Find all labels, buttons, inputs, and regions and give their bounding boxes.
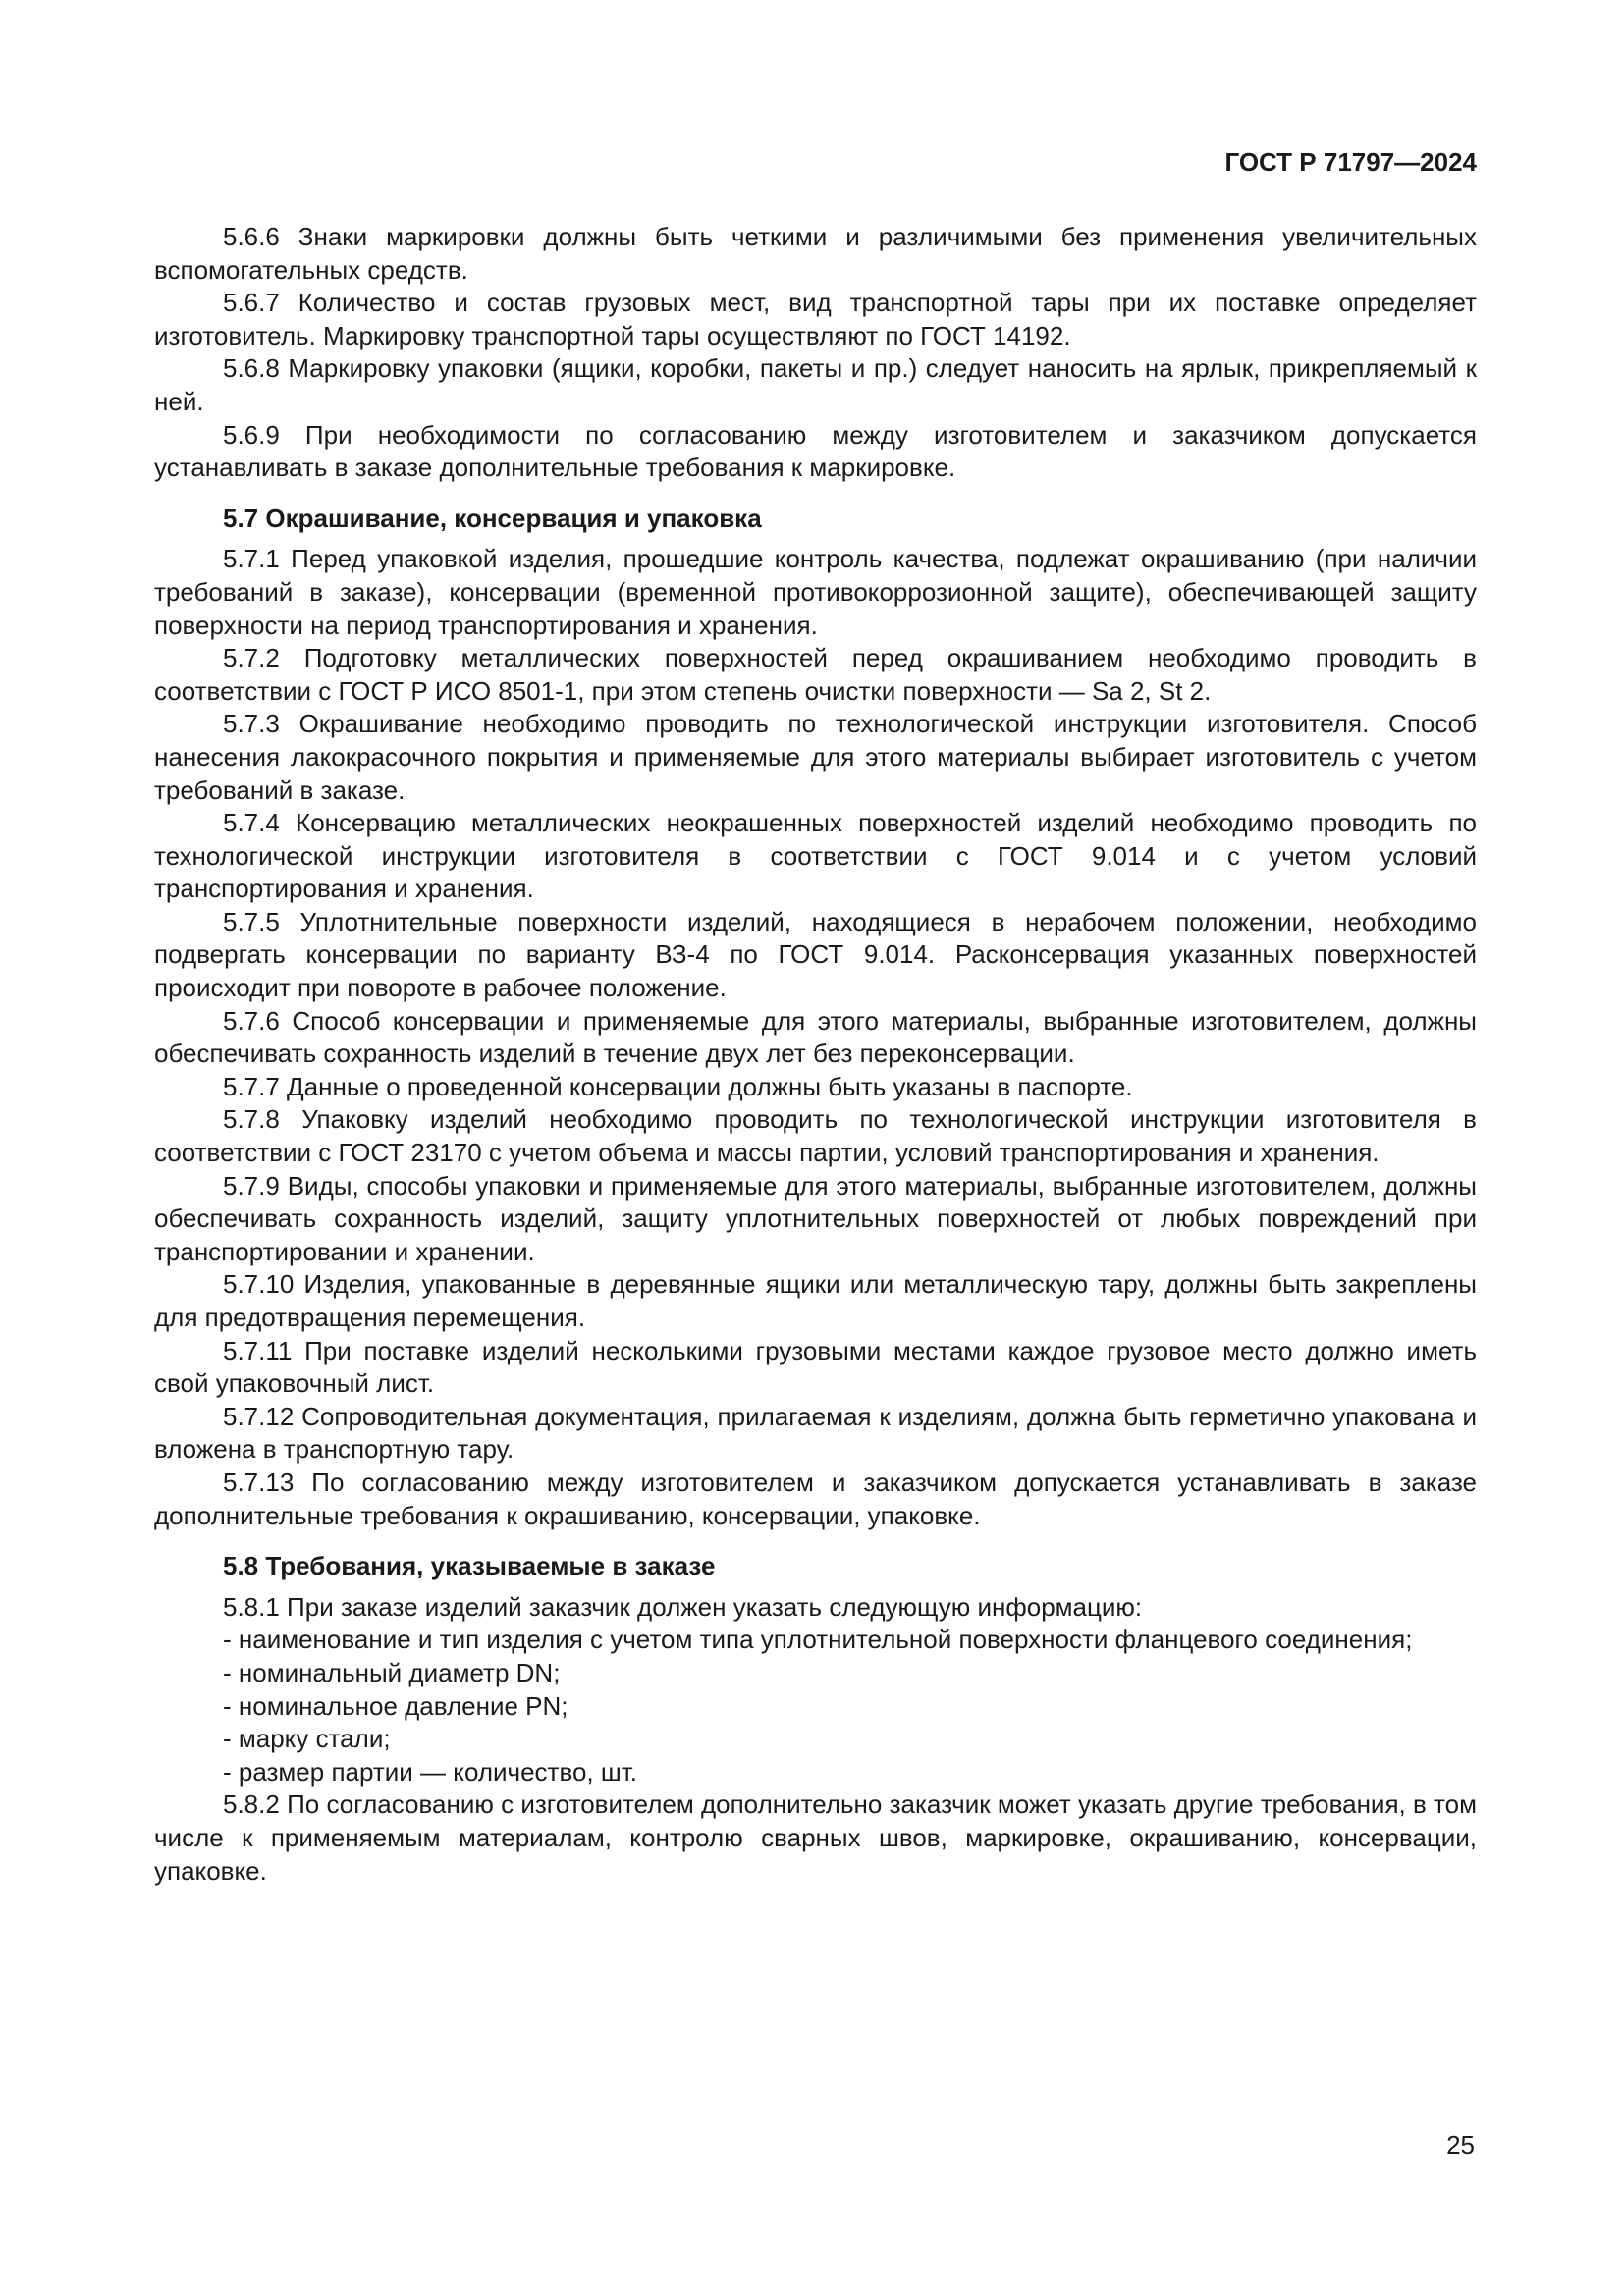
paragraph-5-6-8: 5.6.8 Маркировку упаковки (ящики, коробки, пакеты и пр.) следует наносить на ярлык, прикрепляемый к ней. [154,353,1477,416]
paragraph-5-7-12: 5.7.12 Сопроводительная документация, прилагаемая к изделиям, должна быть герметично упакована и вложена в транспортную тару. [154,1401,1477,1465]
paragraph-5-7-13: 5.7.13 По согласованию между изготовителем и заказчиком допускается устанавливать в заказе дополнительные требования к окрашиванию, консервации, упаковке. [154,1467,1477,1530]
paragraph-5-6-6: 5.6.6 Знаки маркировки должны быть четкими и различимыми без применения увеличительных вспомогательных средств. [154,222,1477,285]
list-item: - размер партии — количество, шт. [223,1756,637,1787]
paragraph-5-7-5: 5.7.5 Уплотнительные поверхности изделий, находящиеся в нерабочем положении, необходимо подвергать консервации по варианту ВЗ-4 по ГОСТ 9.014. Расконсервация указанных поверхностей происходит при повороте в рабочее положение. [154,906,1477,1003]
paragraph-5-8-2: 5.8.2 По согласованию с изготовителем дополнительно заказчик может указать другие требования, в том числе к применяемым материалам, контролю сварных швов, маркировке, окрашиванию, консервации, упаковке. [154,1789,1477,1886]
list-item: - наименование и тип изделия с учетом типа уплотнительной поверхности фланцевого соединения; [223,1625,1413,1655]
paragraph-5-8-1: 5.8.1 При заказе изделий заказчик должен указать следующую информацию: [223,1591,1143,1622]
paragraph-5-7-11: 5.7.11 При поставке изделий несколькими грузовыми местами каждое грузовое место должно иметь свой упаковочный лист. [154,1335,1477,1399]
paragraph-5-7-3: 5.7.3 Окрашивание необходимо проводить по технологической инструкции изготовителя. Способ нанесения лакокрасочного покрытия и применяемые для этого материалы выбирает изготовитель с учетом требований в заказе. [154,709,1477,805]
list-item: - марку стали; [223,1724,391,1754]
paragraph-5-7-10: 5.7.10 Изделия, упакованные в деревянные ящики или металлическую тару, должны быть закреплены для предотвращения перемещения. [154,1269,1477,1332]
page-body [154,221,1477,1888]
paragraph-5-7-6: 5.7.6 Способ консервации и применяемые для этого материалы, выбранные изготовителем, должны обеспечивать сохранность изделий в течение двух лет без переконсервации. [154,1005,1477,1069]
section-heading-5-7: 5.7 Окрашивание, консервация и упаковка [223,503,762,533]
document-id: ГОСТ Р 71797—2024 [1224,147,1477,177]
paragraph-5-7-7: 5.7.7 Данные о проведенной консервации должны быть указаны в паспорте. [223,1071,1133,1101]
paragraph-5-7-1: 5.7.1 Перед упаковкой изделия, прошедшие контроль качества, подлежат окрашиванию (при наличии требований в заказе), консервации (временной противокоррозионной защите), обеспечивающей защиту поверхности на период транспортирования и хранения. [154,544,1477,640]
paragraph-5-6-7: 5.6.7 Количество и состав грузовых мест, вид транспортной тары при их поставке определяет изготовитель. Маркировку транспортной тары осуществляют по ГОСТ 14192. [154,288,1477,350]
paragraph-5-7-2: 5.7.2 Подготовку металлических поверхностей перед окрашиванием необходимо проводить в соответствии с ГОСТ Р ИСО 8501-1, при этом степень очистки поверхности — Sa 2, St 2. [154,643,1477,706]
paragraph-5-6-9: 5.6.9 При необходимости по согласованию между изготовителем и заказчиком допускается устанавливать в заказе дополнительные требования к маркировке. [154,419,1477,483]
paragraph-5-7-4: 5.7.4 Консервацию металлических неокрашенных поверхностей изделий необходимо проводить по технологической инструкции изготовителя в соответствии с ГОСТ 9.014 и с учетом условий транспортирования и хранения. [154,808,1477,904]
paragraph-5-7-8: 5.7.8 Упаковку изделий необходимо проводить по технологической инструкции изготовителя в соответствии с ГОСТ 23170 с учетом объема и массы партии, условий транспортирования и хранения. [154,1104,1477,1168]
section-heading-5-8: 5.8 Требования, указываемые в заказе [223,1551,716,1581]
list-item: - номинальный диаметр DN; [223,1657,561,1687]
paragraph-5-7-9: 5.7.9 Виды, способы упаковки и применяемые для этого материалы, выбранные изготовителем, должны обеспечивать сохранность изделий, защиту уплотнительных поверхностей от любых повреждений при транспортировании и хранении. [154,1170,1477,1266]
list-item: - номинальное давление PN; [223,1690,568,1721]
page-number: 25 [1446,2130,1475,2160]
